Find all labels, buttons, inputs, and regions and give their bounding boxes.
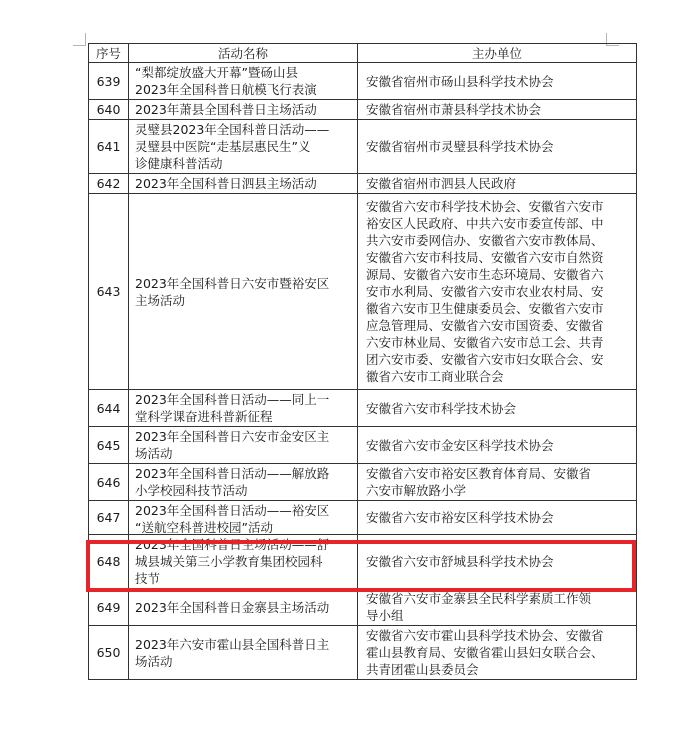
organizer-cell: [358, 174, 637, 194]
organizer-line: 安徽省六安市金安区科学技术协会: [366, 437, 554, 453]
table-row: [89, 63, 637, 100]
activity-name-cell: [129, 535, 358, 589]
organizer-line: 安徽省宿州市灵璧县科学技术协会: [366, 139, 554, 154]
organizer-line: 安徽省六安市裕安区教育体育局、安徽省: [366, 466, 592, 481]
organizer-cell: [358, 427, 637, 464]
organizer-line: 团六安市委、安徽省六安市妇女联合会、安: [366, 352, 604, 367]
organizer-cell: [358, 589, 637, 626]
organizer-line: 安徽省六安市霍山县科学技术协会、安徽省: [366, 628, 604, 643]
organizer-line: 徽省六安市卫生健康委员会、安徽省六安市: [366, 301, 604, 316]
organizer-line: 源局、安徽省六安市生态环境局、安徽省六: [366, 267, 604, 282]
organizer-line: 安徽省六安市科技局、安徽省六安市自然资: [366, 250, 604, 265]
activity-name-line: 2023年全国科普日六安市暨裕安区: [135, 275, 330, 291]
activity-name-line: 场活动: [135, 446, 173, 461]
organizer-line: 共六安市委网信办、安徽省六安市教体局、: [366, 233, 604, 248]
table-header-row: [89, 44, 637, 63]
activity-name-line: “梨都绽放盛大开幕”暨砀山县: [135, 65, 298, 80]
table-body: [89, 63, 637, 680]
table-row: [89, 120, 637, 174]
organizer-line: 六安市解放路小学: [366, 483, 467, 498]
activity-name-line: 堂科学课奋进科普新征程: [135, 409, 273, 424]
activity-name-line: 2023年全国科普日泗县主场活动: [135, 176, 317, 191]
organizer-cell: [358, 464, 637, 501]
table-row: [89, 174, 637, 194]
activity-name-line: 灵璧县2023年全国科普日活动——: [135, 122, 330, 137]
table-row: [89, 589, 637, 626]
table-row: [89, 501, 637, 535]
organizer-line: 应急管理局、安徽省六安市国资委、安徽省: [366, 318, 604, 333]
organizer-cell: [358, 120, 637, 174]
header-activity-name: 活动名称: [129, 44, 358, 63]
table-row: [89, 427, 637, 464]
organizer-line: 裕安区人民政府、中共六安市委宣传部、中: [366, 216, 604, 231]
table-row: [89, 194, 637, 390]
row-number: 643: [89, 194, 129, 390]
activity-name-line: 灵璧县中医院“走基层惠民生”义: [135, 139, 311, 154]
activity-name-line: 小学校园科技节活动: [135, 483, 248, 498]
activity-name-line: 技节: [135, 571, 161, 586]
activity-name-line: 2023年全国科普日活动——同上一: [135, 392, 330, 407]
organizer-cell: [358, 535, 637, 589]
activity-name-cell: [129, 427, 358, 464]
organizer-line: 安徽省六安市科学技术协会、安徽省六安市: [366, 199, 604, 214]
organizer-cell: [358, 390, 637, 427]
organizer-cell: [358, 63, 637, 100]
header-no: 序号: [89, 44, 129, 63]
organizer-line: 徽省六安市工商业联合会: [366, 369, 504, 384]
row-number: 646: [89, 464, 129, 501]
row-number: 649: [89, 589, 129, 626]
activity-name-line: 2023年全国科普日活动——解放路: [135, 466, 330, 481]
organizer-line: 安徽省六安市舒城县科学技术协会: [366, 554, 554, 569]
organizer-cell: [358, 501, 637, 535]
activity-name-line: 2023年全国科普日六安市金安区主: [135, 429, 330, 444]
activity-name-line: 2023年全国科普日金寨县主场活动: [135, 599, 330, 615]
activity-name-cell: [129, 174, 358, 194]
activity-name-line: 2023年萧县全国科普日主场活动: [135, 102, 317, 117]
organizer-line: 六安市林业局、安徽省六安市总工会、共青: [366, 335, 604, 350]
organizer-line: 安徽省宿州市萧县科学技术协会: [366, 102, 542, 117]
activity-name-cell: [129, 589, 358, 626]
row-number: 642: [89, 174, 129, 194]
organizer-cell: [358, 194, 637, 390]
row-number: 648: [89, 535, 129, 589]
activity-name-line: “送航空科普进校园”活动: [135, 520, 273, 533]
activity-name-cell: [129, 63, 358, 100]
activity-name-cell: [129, 464, 358, 501]
row-number: 645: [89, 427, 129, 464]
row-number: 641: [89, 120, 129, 174]
activity-table: [88, 43, 637, 680]
activity-name-line: 主场活动: [135, 292, 186, 308]
organizer-line: 安徽省六安市科学技术协会: [366, 400, 517, 416]
activity-name-line: 城县城关第三小学教育集团校园科: [135, 554, 323, 569]
table-row: [89, 626, 637, 680]
organizer-line: 安市水利局、安徽省六安市农业农村局、安: [366, 284, 604, 299]
activity-name-line: 2023年六安市霍山县全国科普日主: [135, 636, 330, 652]
row-number: 640: [89, 100, 129, 120]
organizer-line: 霍山县教育局、安徽省霍山县妇女联合会、: [366, 645, 604, 660]
activity-name-line: 2023年全国科普日活动——裕安区: [135, 503, 330, 518]
activity-name-cell: [129, 390, 358, 427]
table-row: [89, 100, 637, 120]
row-number: 639: [89, 63, 129, 100]
organizer-line: 共青团霍山县委员会: [366, 662, 479, 677]
row-number: 650: [89, 626, 129, 680]
activity-name-line: 2023年全国科普日主场活动——舒: [135, 537, 330, 552]
activity-name-line: 场活动: [135, 653, 173, 669]
table-row: [89, 464, 637, 501]
activity-name-cell: [129, 626, 358, 680]
activity-name-line: 2023年全国科普日航模飞行表演: [135, 82, 317, 97]
row-number: 644: [89, 390, 129, 427]
activity-name-cell: [129, 501, 358, 535]
header-organizer: 主办单位: [358, 44, 637, 63]
activity-name-cell: [129, 194, 358, 390]
row-number: 647: [89, 501, 129, 535]
organizer-line: 导小组: [366, 608, 404, 623]
activity-name-cell: [129, 120, 358, 174]
organizer-line: 安徽省宿州市泗县人民政府: [366, 176, 517, 191]
organizer-line: 安徽省宿州市砀山县科学技术协会: [366, 73, 554, 89]
organizer-cell: [358, 626, 637, 680]
activity-name-line: 诊健康科普活动: [135, 156, 223, 171]
organizer-line: 安徽省六安市裕安区科学技术协会: [366, 510, 554, 525]
page-corner-mark-left: [73, 33, 86, 46]
organizer-line: 安徽省六安市金寨县全民科学素质工作领: [366, 591, 592, 606]
table-row: [89, 535, 637, 589]
table-row: [89, 390, 637, 427]
organizer-cell: [358, 100, 637, 120]
activity-name-cell: [129, 100, 358, 120]
